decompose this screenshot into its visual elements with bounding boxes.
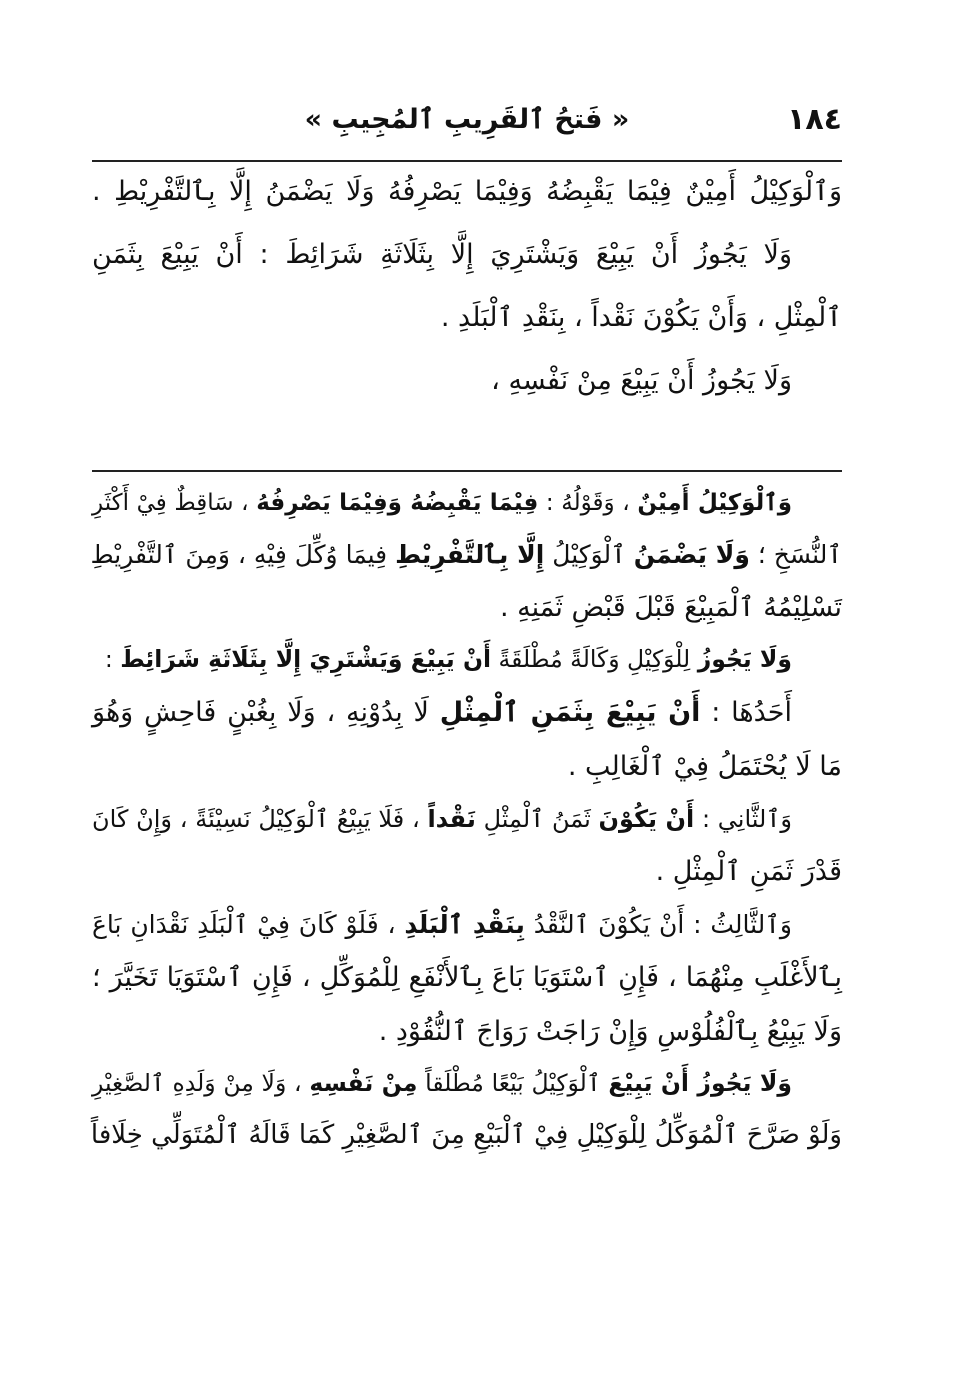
commentary-fragment: لِلْوَكِيْلِ وَكَالَةً مُطْلَقَةً (491, 645, 698, 673)
matn-quote: وَٱلْوَكِيْلُ أَمِيْنٌ (637, 490, 792, 516)
book-title: « فَتحُ ٱلقَرِيبِ ٱلمُجِيبِ » (304, 104, 630, 135)
commentary-fragment: وَلَا يَبِيْعُ بِٱلْفُلُوْسِ وَإِنْ رَاجَتْ رَوَاجَ ٱلنُّقُوْدِ . (378, 1015, 842, 1047)
commentary-line (92, 1122, 842, 1148)
matn-line: وَٱلْوَكِيْلُ أَمِيْنٌ فِيْمَا يَقْبِضُهُ وَفِيْمَا يَصْرِفُهُ وَلَا يَضْمَنُ إِلَّا بِٱلتَّفْرِيْطِ . (92, 176, 842, 207)
commentary-line (92, 909, 842, 939)
matn-quote: أَنْ يَبِيْعَ بِثَمَنِ ٱلْمِثْلِ (439, 696, 701, 728)
commentary-line (92, 855, 842, 887)
commentary-fragment: فِيمَا وُكِّلَ فِيْهِ ، وَمِنَ ٱلتَّفْرِيْطِ (90, 540, 396, 569)
matn-text (92, 178, 842, 430)
commentary-fragment: ، سَاقِطٌ فِيْ أَكْثَرِ (92, 490, 257, 516)
commentary-text (92, 492, 842, 1175)
matn-quote: مِنْ نَفْسِهِ (309, 1068, 418, 1097)
commentary-line (92, 645, 842, 673)
matn-quote: بِنَقْدِ ٱلْبَلَدِ (404, 909, 525, 939)
matn-commentary-divider (92, 470, 842, 472)
commentary-fragment: بِٱلأَغْلَبِ مِنْهُمَا ، فَإِنِ ٱسْتَوَيَا بَاعَ بِٱلأَنْفَعِ لِلْمُوَكِّلِ ، فَإِنِ ٱسْتَوَيَا تَخَيَّرَ ؛ (92, 961, 842, 993)
matn-quote: فِيْمَا يَقْبِضُهُ وَفِيْمَا يَصْرِفُهُ (256, 490, 539, 516)
commentary-line (92, 1015, 842, 1047)
matn-line: وَلَا يَجُوزُ أَنْ يَبِيْعَ مِنْ نَفْسِهِ ، (491, 365, 792, 396)
commentary-line (92, 696, 842, 728)
commentary-line (92, 750, 842, 782)
commentary-fragment: ، فَلَوْ كَانَ فِيْ ٱلْبَلَدِ نَقْدَانِ بَاعَ (92, 909, 405, 939)
commentary-fragment: قَدْرَ ثَمَنِ ٱلْمِثْلِ . (655, 855, 842, 887)
commentary-line (92, 492, 842, 515)
matn-quote: وَلَا يَجُوزُ (697, 645, 792, 673)
matn-line: وَلَا يَجُوزُ أَنْ يَبِيْعَ وَيَشْتَرِيَ إِلَّا بِثَلَاثَةِ شَرَائِطَ : أَنْ يَبِيْعَ بِثَمَنِ (92, 239, 792, 270)
matn-quote: وَلَا يَضْمَنُ (633, 540, 750, 569)
commentary-fragment: ثَمَنُ ٱلْمِثْلِ (475, 804, 599, 833)
commentary-fragment: وَٱلثَّانِي : (694, 804, 793, 833)
commentary-fragment: لَا بِدُوْنِهِ ، وَلَا بِغُبْنٍ فَاحِشٍ وَهُوَ (92, 696, 440, 728)
commentary-fragment: ، وَقَوْلُهُ : (538, 490, 638, 516)
commentary-line (92, 804, 842, 833)
matn-quote: إِلَّا بِٱلتَّفْرِيْطِ (395, 540, 545, 569)
commentary-fragment: ، وَلَا مِنْ وَلَدِهِ ٱلصَّغِيْرِ (92, 1068, 310, 1097)
page-header (92, 96, 842, 146)
commentary-fragment: : (104, 645, 121, 673)
matn-quote: أَنْ يَبِيْعَ وَيَشْتَرِيَ إِلَّا بِثَلَاثَةِ شَرَائِطَ (120, 645, 492, 673)
commentary-fragment: أَحَدُهَا : (700, 696, 792, 728)
commentary-line (92, 1068, 842, 1097)
commentary-fragment: وَٱلثَّالِثُ : أَنْ يَكُوْنَ ٱلنَّقْدُ (524, 909, 792, 939)
matn-quote: نَقْداً (427, 804, 476, 833)
commentary-fragment: ، فَلَا يَبِيْعُ ٱلْوَكِيْلُ نَسِيْئَةً ، وَإِنْ كَانَ (92, 804, 428, 833)
commentary-line (92, 594, 842, 621)
matn-quote: أَنْ يَكُوْنَ (598, 804, 695, 833)
commentary-line (92, 542, 842, 567)
header-divider (92, 160, 842, 162)
matn-quote: وَلَا يَجُوزُ أَنْ يَبِيْعَ (608, 1068, 792, 1097)
matn-line: ٱلْمِثْلِ ، وَأَنْ يَكُوْنَ نَقْداً ، بِنَقْدِ ٱلْبَلَدِ . (440, 302, 842, 333)
commentary-fragment: ٱلْوَكِيْلُ (544, 540, 634, 569)
commentary-fragment: تَسْلِيْمُهُ ٱلْمَبِيْعَ قَبْلَ قَبْضِ ثَمَنِهِ . (500, 592, 842, 623)
commentary-fragment: مَا لَا يُحْتَمَلُ فِيْ ٱلْغَالِبِ . (567, 750, 842, 782)
page-number: ١٨٤ (787, 102, 842, 137)
commentary-line (92, 961, 842, 993)
commentary-fragment: ٱلنُّسَخِ ؛ (749, 540, 842, 569)
commentary-fragment: وَلَوْ صَرَّحَ ٱلْمُوَكِّلُ لِلْوَكِيْلِ فِيْ ٱلْبَيْعِ مِنَ ٱلصَّغِيْرِ كَمَا قَالَهُ ٱلْمُتَوَلِّي خِلَافاً (90, 1120, 842, 1150)
commentary-fragment: ٱلْوَكِيْلُ بَيْعًا مُطْلَقاً (417, 1068, 609, 1097)
